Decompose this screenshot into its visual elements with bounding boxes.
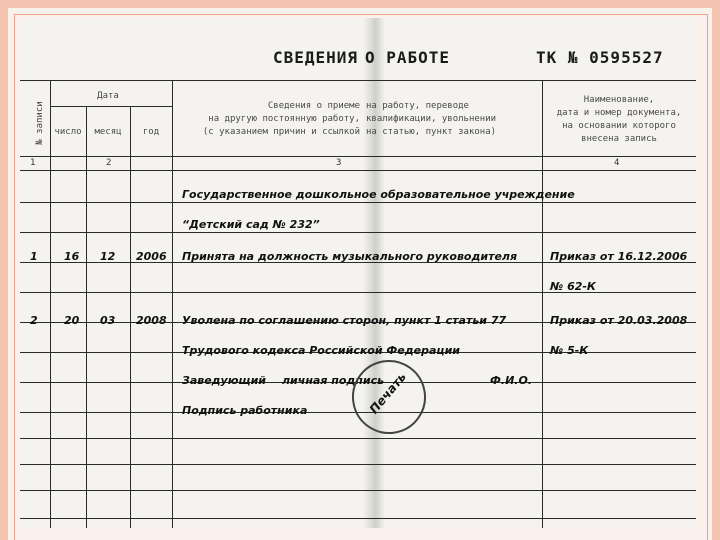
column-number-2: 2 (106, 158, 112, 168)
column-number-1: 1 (30, 158, 36, 168)
doc-label-line-3: на основании которого (562, 121, 676, 131)
signature-sign: личная подпись (282, 374, 385, 387)
row-2-day: 16 (64, 250, 80, 263)
month-label: месяц (94, 127, 122, 137)
header-right: ТК № 0595527 (536, 48, 664, 67)
signature-fio: Ф.И.О. (490, 374, 533, 387)
date-label: Дата (97, 91, 119, 101)
table-top-line (20, 80, 696, 81)
header-bottom-line (20, 156, 696, 157)
signature-position: Заведующий (182, 374, 266, 387)
row-4-month: 03 (100, 314, 116, 327)
info-right-line-3: на статью, пункт закона) (366, 127, 497, 137)
row-line (20, 518, 696, 519)
header-left: СВЕДЕНИЯ (273, 48, 359, 67)
doc-label-line-4: внесена запись (581, 134, 657, 144)
row-4-day: 20 (64, 314, 80, 327)
row-line (20, 464, 696, 465)
doc-label-line-2: дата и номер документа, (556, 108, 682, 118)
col-line (50, 80, 51, 528)
row-0-info: Государственное дошкольное образовательное учреждение (182, 188, 575, 201)
column-number-3: 3 (336, 158, 342, 168)
row-line (20, 490, 696, 491)
record-no-label: № записи (35, 101, 45, 145)
col-line (86, 106, 87, 528)
row-5-info: Трудового кодекса Российской Федерации (182, 344, 460, 357)
stamp-label: Печать (366, 369, 409, 417)
row-4-year: 2008 (136, 314, 167, 327)
row-4-doc: Приказ от 20.03.2008 (550, 314, 688, 327)
row-2-month: 12 (100, 250, 116, 263)
row-2-info: Принята на должность музыкального руководителя (182, 250, 518, 263)
col-line (542, 80, 543, 528)
doc-label-line-1: Наименование, (583, 95, 655, 105)
worker-signature: Подпись работника (182, 404, 308, 417)
row-4-info: Уволена по соглашению сторон, пункт 1 статьи 77 (182, 314, 507, 327)
col-line (130, 106, 131, 528)
work-record-document (20, 18, 696, 528)
row-4-no: 2 (30, 314, 38, 327)
colnum-bottom-line (20, 170, 696, 171)
col-line (172, 80, 173, 528)
date-sub-line (50, 106, 172, 107)
book-spine (363, 18, 385, 528)
header-middle: О РАБОТЕ (365, 48, 451, 67)
info-right-line-1: на работу, переводе (366, 101, 469, 111)
row-3-doc: № 62-К (550, 280, 596, 293)
info-left-line-1: Сведения о приеме (267, 101, 360, 111)
row-2-no: 1 (30, 250, 38, 263)
stamp-seal (346, 354, 432, 440)
row-2-year: 2006 (136, 250, 167, 263)
day-label: число (54, 127, 82, 137)
info-right-line-2: квалификации, увольнении (366, 114, 497, 124)
column-number-4: 4 (614, 158, 620, 168)
row-5-doc: № 5-К (550, 344, 589, 357)
info-left-line-2: на другую постоянную работу, (208, 114, 360, 124)
row-line (20, 232, 696, 233)
year-label: год (142, 127, 160, 137)
info-left-line-3: (с указанием причин и ссылкой (202, 127, 360, 137)
row-1-info: “Детский сад № 232” (182, 218, 320, 231)
row-2-doc: Приказ от 16.12.2006 (550, 250, 688, 263)
row-line (20, 202, 696, 203)
row-line (20, 438, 696, 439)
